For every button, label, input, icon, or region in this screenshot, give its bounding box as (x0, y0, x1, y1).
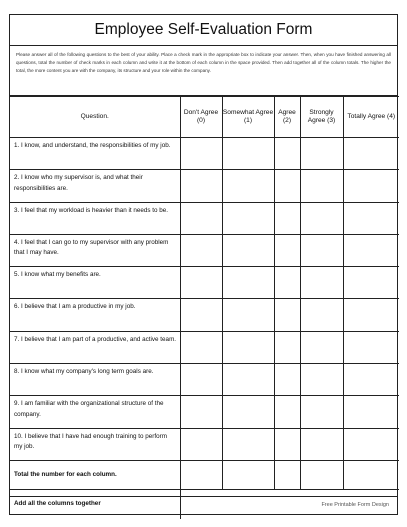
rating-checkbox-cell[interactable] (343, 364, 399, 396)
rating-checkbox-cell[interactable] (300, 234, 343, 266)
rating-checkbox-cell[interactable] (300, 331, 343, 363)
total-cell[interactable] (180, 460, 222, 489)
rating-checkbox-cell[interactable] (300, 202, 343, 234)
rating-checkbox-cell[interactable] (274, 267, 300, 299)
rating-checkbox-cell[interactable] (180, 299, 222, 331)
rating-checkbox-cell[interactable] (343, 396, 399, 428)
form-title: Employee Self-Evaluation Form (10, 15, 397, 46)
rating-checkbox-cell[interactable] (343, 331, 399, 363)
rating-checkbox-cell[interactable] (343, 234, 399, 266)
column-total-label: Total the number for each column. (10, 460, 180, 489)
rating-checkbox-cell[interactable] (343, 267, 399, 299)
rating-checkbox-cell[interactable] (180, 138, 222, 170)
rating-checkbox-cell[interactable] (222, 396, 274, 428)
rating-checkbox-cell[interactable] (222, 267, 274, 299)
column-total-row (10, 460, 399, 489)
rating-checkbox-cell[interactable] (222, 364, 274, 396)
evaluation-table (10, 96, 399, 519)
rating-checkbox-cell[interactable] (343, 428, 399, 460)
scale-header-agree: Agree (2) (274, 97, 300, 138)
rating-checkbox-cell[interactable] (180, 428, 222, 460)
rating-checkbox-cell[interactable] (180, 364, 222, 396)
rating-checkbox-cell[interactable] (222, 331, 274, 363)
rating-checkbox-cell[interactable] (274, 234, 300, 266)
question-column-header: Question. (10, 97, 180, 138)
rating-checkbox-cell[interactable] (343, 138, 399, 170)
scale-header-dont-agree: Don't Agree (0) (180, 97, 222, 138)
grand-total-label: Add all the columns together (10, 489, 180, 519)
table-header-row (10, 97, 399, 138)
question-row (10, 428, 399, 460)
question-text: 1. I know, and understand, the responsibilities of my job. (10, 138, 180, 170)
total-cell[interactable] (274, 460, 300, 489)
rating-checkbox-cell[interactable] (222, 202, 274, 234)
rating-checkbox-cell[interactable] (222, 428, 274, 460)
form-instructions: Please answer all of the following questions to the best of your ability. Place a check mark in the appropriate box to indicate your answer. Then, when you have finished answering all questions, total the number of check marks in each column and write it at the bottom of each column in the space provided. Then add together all of the column totals. The higher the total, the more content you are with the company, its structure and your role within the company. (10, 46, 397, 96)
rating-checkbox-cell[interactable] (274, 138, 300, 170)
rating-checkbox-cell[interactable] (274, 299, 300, 331)
rating-checkbox-cell[interactable] (222, 170, 274, 202)
rating-checkbox-cell[interactable] (343, 299, 399, 331)
rating-checkbox-cell[interactable] (274, 170, 300, 202)
question-text: 2. I know who my supervisor is, and what their responsibilities are. (10, 170, 180, 202)
rating-checkbox-cell[interactable] (300, 267, 343, 299)
total-cell[interactable] (343, 460, 399, 489)
total-cell[interactable] (300, 460, 343, 489)
question-text: 6. I believe that I am a productive in my job. (10, 299, 180, 331)
rating-checkbox-cell[interactable] (274, 396, 300, 428)
rating-checkbox-cell[interactable] (300, 396, 343, 428)
question-row (10, 299, 399, 331)
question-row (10, 267, 399, 299)
rating-checkbox-cell[interactable] (180, 331, 222, 363)
question-row (10, 170, 399, 202)
rating-checkbox-cell[interactable] (300, 170, 343, 202)
scale-header-totally-agree: Totally Agree (4) (343, 97, 399, 138)
question-text: 5. I know what my benefits are. (10, 267, 180, 299)
question-text: 9. I am familiar with the organizational structure of the company. (10, 396, 180, 428)
scale-header-somewhat-agree: Somewhat Agree (1) (222, 97, 274, 138)
question-row (10, 364, 399, 396)
rating-checkbox-cell[interactable] (222, 138, 274, 170)
rating-checkbox-cell[interactable] (274, 331, 300, 363)
rating-checkbox-cell[interactable] (343, 170, 399, 202)
rating-checkbox-cell[interactable] (274, 202, 300, 234)
rating-checkbox-cell[interactable] (274, 364, 300, 396)
total-cell[interactable] (222, 460, 274, 489)
question-text: 7. I believe that I am part of a productive, and active team. (10, 331, 180, 363)
question-row (10, 202, 399, 234)
question-text: 10. I believe that I have had enough training to perform my job. (10, 428, 180, 460)
rating-checkbox-cell[interactable] (180, 267, 222, 299)
rating-checkbox-cell[interactable] (222, 299, 274, 331)
question-text: 8. I know what my company's long term goals are. (10, 364, 180, 396)
question-row (10, 396, 399, 428)
footer-credit: Free Printable Form Design (9, 497, 398, 515)
rating-checkbox-cell[interactable] (300, 138, 343, 170)
question-text: 4. I feel that I can go to my supervisor with any problem that I may have. (10, 234, 180, 266)
question-row (10, 234, 399, 266)
rating-checkbox-cell[interactable] (274, 428, 300, 460)
rating-checkbox-cell[interactable] (180, 170, 222, 202)
scale-header-strongly-agree: Strongly Agree (3) (300, 97, 343, 138)
rating-checkbox-cell[interactable] (180, 396, 222, 428)
rating-checkbox-cell[interactable] (300, 364, 343, 396)
rating-checkbox-cell[interactable] (343, 202, 399, 234)
rating-checkbox-cell[interactable] (180, 234, 222, 266)
rating-checkbox-cell[interactable] (300, 428, 343, 460)
rating-checkbox-cell[interactable] (300, 299, 343, 331)
rating-checkbox-cell[interactable] (222, 234, 274, 266)
question-row (10, 331, 399, 363)
question-text: 3. I feel that my workload is heavier than it needs to be. (10, 202, 180, 234)
question-row (10, 138, 399, 170)
rating-checkbox-cell[interactable] (180, 202, 222, 234)
